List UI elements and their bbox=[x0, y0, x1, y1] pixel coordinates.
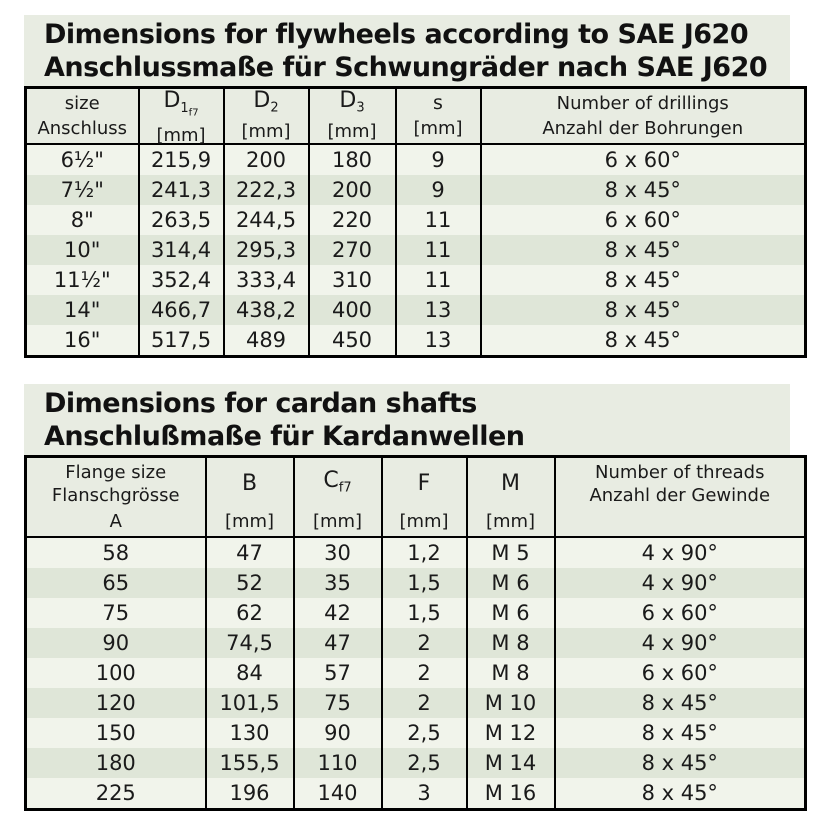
header-label: Number of drillings bbox=[556, 92, 729, 114]
col-header-c bbox=[294, 457, 382, 538]
table-cell: 9 bbox=[396, 175, 481, 205]
cardan-title-en: Dimensions for cardan shafts bbox=[44, 388, 477, 419]
table-cell: 6 x 60° bbox=[481, 205, 806, 235]
table-cell: 47 bbox=[206, 537, 294, 568]
flywheel-header-row bbox=[26, 88, 806, 145]
header-label: Number of threads Anzahl der Gewinde bbox=[589, 462, 771, 506]
table-cell: 150 bbox=[26, 718, 206, 748]
table-cell: 16" bbox=[26, 325, 139, 357]
header-label: size bbox=[64, 92, 100, 114]
table-cell: 75 bbox=[294, 688, 382, 718]
table-cell: 47 bbox=[294, 628, 382, 658]
table-cell: 244,5 bbox=[224, 205, 309, 235]
header-symbol: $D_3$ bbox=[339, 88, 365, 116]
table-cell: 225 bbox=[26, 778, 206, 810]
table-cell: 8 x 45° bbox=[555, 718, 806, 748]
table-cell: 241,3 bbox=[139, 175, 224, 205]
table-cell: 90 bbox=[294, 718, 382, 748]
table-cell: 2 bbox=[382, 628, 467, 658]
table-cell: M 16 bbox=[467, 778, 555, 810]
col-header-s bbox=[396, 88, 481, 145]
table-cell: 120 bbox=[26, 688, 206, 718]
table-cell: 2,5 bbox=[382, 718, 467, 748]
header-unit: [mm] bbox=[413, 118, 463, 139]
header-symbol: $C_{f7}$ bbox=[323, 467, 352, 496]
table-cell: 517,5 bbox=[139, 325, 224, 357]
flywheel-title-block bbox=[24, 15, 790, 86]
col-header-d2 bbox=[224, 88, 309, 145]
table-cell: M 5 bbox=[467, 537, 555, 568]
header-unit: [mm] bbox=[156, 125, 206, 147]
table-row bbox=[26, 628, 806, 658]
table-cell: 270 bbox=[309, 235, 396, 265]
table-cell: 2,5 bbox=[382, 748, 467, 778]
table-row bbox=[26, 688, 806, 718]
table-cell: 62 bbox=[206, 598, 294, 628]
table-cell: 11½" bbox=[26, 265, 139, 295]
col-header-m bbox=[467, 457, 555, 538]
table-cell: 2 bbox=[382, 658, 467, 688]
table-cell: 489 bbox=[224, 325, 309, 357]
flywheel-table-body bbox=[26, 144, 806, 357]
table-cell: 101,5 bbox=[206, 688, 294, 718]
content bbox=[24, 15, 807, 811]
section-gap bbox=[24, 358, 807, 384]
table-cell: 90 bbox=[26, 628, 206, 658]
table-row bbox=[26, 598, 806, 628]
table-cell: 10" bbox=[26, 235, 139, 265]
table-cell: 58 bbox=[26, 537, 206, 568]
table-cell: 84 bbox=[206, 658, 294, 688]
table-cell: 6 x 60° bbox=[481, 144, 806, 175]
table-cell: 8 x 45° bbox=[481, 325, 806, 357]
cardan-table-body bbox=[26, 537, 806, 810]
table-cell: 196 bbox=[206, 778, 294, 810]
table-row bbox=[26, 205, 806, 235]
col-header-size bbox=[26, 88, 139, 145]
table-cell: 8 x 45° bbox=[481, 295, 806, 325]
table-cell: 42 bbox=[294, 598, 382, 628]
table-cell: 4 x 90° bbox=[555, 568, 806, 598]
table-cell: 180 bbox=[26, 748, 206, 778]
table-cell: 200 bbox=[309, 175, 396, 205]
table-row bbox=[26, 325, 806, 357]
header-unit: [mm] bbox=[312, 511, 363, 532]
table-cell: M 6 bbox=[467, 568, 555, 598]
header-symbol: $D_2$ bbox=[253, 88, 279, 116]
table-cell: 314,4 bbox=[139, 235, 224, 265]
table-cell: 110 bbox=[294, 748, 382, 778]
table-cell: 1,5 bbox=[382, 598, 467, 628]
table-row bbox=[26, 718, 806, 748]
header-label-de: Anzahl der Bohrungen bbox=[542, 118, 744, 139]
table-cell: 466,7 bbox=[139, 295, 224, 325]
table-cell: M 8 bbox=[467, 628, 555, 658]
table-cell: 11 bbox=[396, 235, 481, 265]
col-header-flange bbox=[26, 457, 206, 538]
flywheel-title-de: Anschlussmaße für Schwungräder nach SAE J620 bbox=[44, 52, 768, 83]
table-cell: 14" bbox=[26, 295, 139, 325]
table-cell: 333,4 bbox=[224, 265, 309, 295]
table-cell: 11 bbox=[396, 205, 481, 235]
table-cell: 450 bbox=[309, 325, 396, 357]
table-cell: M 8 bbox=[467, 658, 555, 688]
table-row bbox=[26, 295, 806, 325]
cardan-title-block bbox=[24, 384, 790, 455]
table-cell: 130 bbox=[206, 718, 294, 748]
table-cell: 263,5 bbox=[139, 205, 224, 235]
col-header-drillings bbox=[481, 88, 806, 145]
table-cell: 310 bbox=[309, 265, 396, 295]
table-cell: 52 bbox=[206, 568, 294, 598]
table-row bbox=[26, 175, 806, 205]
cardan-table bbox=[24, 455, 807, 811]
table-cell: 74,5 bbox=[206, 628, 294, 658]
header-unit: [mm] bbox=[485, 511, 536, 532]
header-unit: [mm] bbox=[224, 511, 275, 532]
table-cell: 3 bbox=[382, 778, 467, 810]
table-row bbox=[26, 235, 806, 265]
table-cell: 220 bbox=[309, 205, 396, 235]
col-header-threads bbox=[555, 457, 806, 538]
flywheel-table bbox=[24, 86, 807, 358]
table-cell: 8 x 45° bbox=[481, 175, 806, 205]
header-symbol: A bbox=[109, 511, 122, 532]
header-symbol: $D_{1_{f7}}$ bbox=[163, 88, 199, 119]
header-unit: [mm] bbox=[241, 120, 291, 142]
table-cell: 8 x 45° bbox=[555, 748, 806, 778]
table-cell: M 6 bbox=[467, 598, 555, 628]
header-label-de: Anschluss bbox=[37, 118, 128, 139]
table-cell: 1,2 bbox=[382, 537, 467, 568]
table-cell: 13 bbox=[396, 295, 481, 325]
table-cell: 400 bbox=[309, 295, 396, 325]
table-row bbox=[26, 568, 806, 598]
table-cell: 8 x 45° bbox=[481, 235, 806, 265]
table-cell: M 10 bbox=[467, 688, 555, 718]
header-unit-empty bbox=[556, 510, 805, 536]
table-cell: 295,3 bbox=[224, 235, 309, 265]
table-row bbox=[26, 748, 806, 778]
table-cell: 200 bbox=[224, 144, 309, 175]
table-row bbox=[26, 658, 806, 688]
table-cell: 35 bbox=[294, 568, 382, 598]
table-cell: 9 bbox=[396, 144, 481, 175]
table-cell: 4 x 90° bbox=[555, 628, 806, 658]
header-unit: [mm] bbox=[399, 511, 449, 532]
table-cell: 100 bbox=[26, 658, 206, 688]
table-cell: 6½" bbox=[26, 144, 139, 175]
header-symbol: B bbox=[241, 471, 258, 496]
table-row bbox=[26, 778, 806, 810]
table-cell: 352,4 bbox=[139, 265, 224, 295]
header-symbol: F bbox=[417, 471, 431, 496]
table-cell: 2 bbox=[382, 688, 467, 718]
table-cell: 75 bbox=[26, 598, 206, 628]
table-cell: 222,3 bbox=[224, 175, 309, 205]
table-row bbox=[26, 265, 806, 295]
header-symbol: M bbox=[501, 471, 520, 496]
table-cell: 30 bbox=[294, 537, 382, 568]
table-cell: M 12 bbox=[467, 718, 555, 748]
table-cell: 11 bbox=[396, 265, 481, 295]
flywheel-section bbox=[24, 15, 807, 358]
table-cell: M 14 bbox=[467, 748, 555, 778]
table-cell: 140 bbox=[294, 778, 382, 810]
table-cell: 7½" bbox=[26, 175, 139, 205]
col-header-f bbox=[382, 457, 467, 538]
col-header-d3 bbox=[309, 88, 396, 145]
table-cell: 8 x 45° bbox=[555, 688, 806, 718]
table-cell: 4 x 90° bbox=[555, 537, 806, 568]
table-cell: 13 bbox=[396, 325, 481, 357]
header-unit: [mm] bbox=[327, 120, 377, 142]
table-row bbox=[26, 537, 806, 568]
table-cell: 8" bbox=[26, 205, 139, 235]
cardan-header-row bbox=[26, 457, 806, 538]
table-cell: 8 x 45° bbox=[481, 265, 806, 295]
col-header-d1 bbox=[139, 88, 224, 145]
cardan-section bbox=[24, 384, 807, 811]
cardan-title-de: Anschlußmaße für Kardanwellen bbox=[44, 421, 525, 452]
table-cell: 1,5 bbox=[382, 568, 467, 598]
header-label: Flange size Flanschgrösse bbox=[51, 462, 180, 506]
table-cell: 180 bbox=[309, 144, 396, 175]
table-cell: 6 x 60° bbox=[555, 658, 806, 688]
table-cell: 155,5 bbox=[206, 748, 294, 778]
flywheel-title-en: Dimensions for flywheels according to SAE J620 bbox=[44, 19, 749, 50]
table-cell: 438,2 bbox=[224, 295, 309, 325]
table-cell: 57 bbox=[294, 658, 382, 688]
table-cell: 8 x 45° bbox=[555, 778, 806, 810]
table-cell: 6 x 60° bbox=[555, 598, 806, 628]
table-cell: 215,9 bbox=[139, 144, 224, 175]
table-cell: 65 bbox=[26, 568, 206, 598]
header-symbol: s bbox=[433, 91, 443, 114]
col-header-b bbox=[206, 457, 294, 538]
